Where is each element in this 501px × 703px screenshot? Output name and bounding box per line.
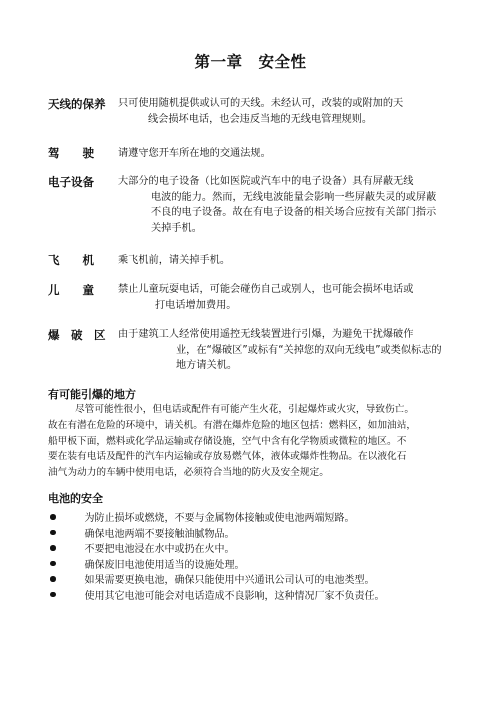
bullet-dot-icon — [50, 576, 56, 582]
list-item-text: 使用其它电池可能会对电话造成不良影响，这种情况厂家不负责任。 — [84, 590, 385, 602]
section-heading-battery-safety: 电池的安全 — [48, 492, 103, 505]
definition-line: 打电话增加费用。 — [155, 299, 237, 311]
paragraph-explosive-areas — [48, 402, 458, 481]
list-item-text: 为防止损坏或燃烧，不要与金属物体接触或使电池两端短路。 — [84, 513, 355, 525]
list-item — [48, 525, 478, 541]
definition-blasting-area — [118, 327, 442, 374]
list-item-text: 如果需要更换电池，确保只能使用中兴通讯公司认可的电池类型。 — [84, 575, 375, 587]
term-electronic-devices: 电子设备 — [48, 175, 94, 189]
bullet-dot-icon — [50, 530, 56, 536]
term-blasting-area: 爆 破 区 — [48, 328, 106, 342]
paragraph-line: 船甲板下面，燃料或化学品运输或存储设施，空气中含有化学物质或微粒的地区。不 — [48, 435, 407, 447]
term-driving: 驾 驶 — [48, 146, 94, 160]
list-item — [48, 556, 478, 572]
definition-line: 禁止儿童玩耍电话，可能会碰伤自己或别人，也可能会损坏电话或 — [118, 284, 414, 295]
definition-line: 只可使用随机提供或认可的天线。未经认可，改装的或附加的天 — [118, 98, 404, 109]
list-item — [48, 587, 478, 603]
definition-line: 大部分的电子设备（比如医院或汽车中的电子设备）具有屏蔽无线 — [118, 176, 414, 187]
list-item-text: 确保废旧电池使用适当的设施处理。 — [84, 559, 245, 571]
definition-line: 线会损坏电话，也会违反当地的无线电管理规则。 — [148, 113, 373, 125]
paragraph-line: 尽管可能性很小，但电话或配件有可能产生火花，引起爆炸或火灾，导致伤亡。 — [75, 404, 415, 415]
list-item-text: 确保电池两端不要接触油腻物品。 — [84, 528, 235, 540]
definition-line: 请遵守您开车所在地的交通法规。 — [118, 148, 271, 159]
definition-aircraft — [118, 253, 230, 269]
term-aircraft: 飞 机 — [48, 253, 94, 267]
definition-line: 业，在“爆破区”或标有“关掉您的双向无线电”或类似标志的 — [176, 344, 442, 356]
bullet-dot-icon — [50, 514, 56, 520]
definition-line: 电波的能力。然而，无线电波能量会影响一些屏蔽失灵的或屏蔽 — [151, 191, 437, 203]
chapter-title: 第一章 安全性 — [194, 53, 307, 71]
paragraph-line: 故在有潜在危险的环境中，请关机。有潜在爆炸危险的地区包括：燃料区，如加油站， — [48, 419, 417, 431]
term-children: 儿 童 — [48, 283, 94, 297]
definition-line: 地方请关机。 — [176, 360, 238, 371]
definition-line: 关掉手机。 — [151, 222, 202, 234]
list-item — [48, 509, 478, 525]
definition-line: 乘飞机前，请关掉手机。 — [118, 255, 231, 266]
section-heading-explosive-areas: 有可能引爆的地方 — [48, 388, 136, 401]
definition-antenna-care — [118, 96, 403, 127]
definition-driving — [118, 146, 271, 162]
paragraph-line: 要在装有电话及配件的汽车内运输或存放易燃气体，液体或爆炸性物品。在以液化石 — [48, 451, 407, 463]
bullet-dot-icon — [50, 561, 56, 567]
definition-electronic-devices — [118, 174, 436, 236]
list-item — [48, 540, 478, 556]
term-antenna-care: 天线的保养 — [48, 97, 106, 111]
definition-children — [118, 282, 413, 313]
definition-line: 不良的电子设备。故在有电子设备的相关场合应按有关部门指示 — [151, 207, 437, 218]
bullet-dot-icon — [50, 545, 56, 551]
bullet-dot-icon — [50, 592, 56, 598]
list-item — [48, 571, 478, 587]
list-item-text: 不要把电池浸在水中或扔在火中。 — [84, 544, 235, 556]
definition-line: 由于建筑工人经常使用遥控无线装置进行引爆，为避免干扰爆破作 — [118, 329, 414, 340]
paragraph-line: 油气为动力的车辆中使用电话，必须符合当地的防火及安全规定。 — [48, 467, 329, 479]
battery-safety-list — [48, 509, 478, 602]
